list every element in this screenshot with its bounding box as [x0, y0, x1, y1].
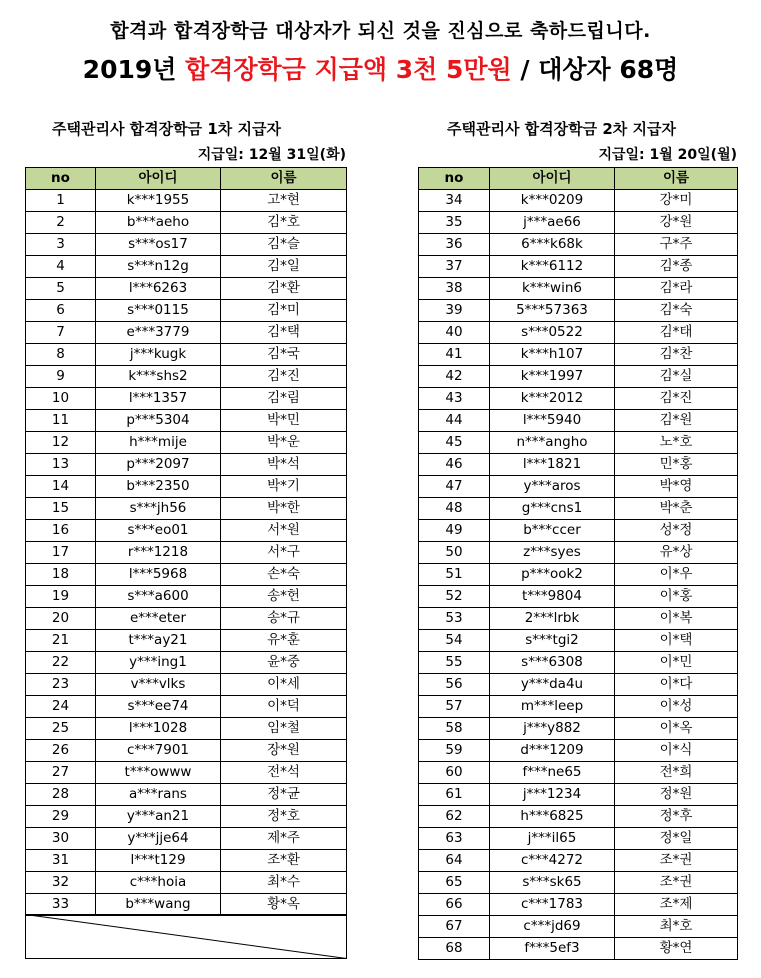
table-row	[26, 674, 347, 696]
row-number: 2	[26, 212, 96, 234]
user-name: 김*태	[615, 322, 738, 344]
user-name: 최*수	[221, 872, 347, 894]
table-row	[26, 234, 347, 256]
user-name: 민*홍	[615, 454, 738, 476]
user-id: s***6308	[490, 652, 615, 674]
user-name: 김*원	[615, 410, 738, 432]
row-number: 43	[419, 388, 490, 410]
user-id: e***eter	[96, 608, 221, 630]
table-row	[26, 388, 347, 410]
user-name: 고*현	[221, 190, 347, 212]
user-name: 최*호	[615, 916, 738, 938]
user-id: b***wang	[96, 894, 221, 916]
user-name: 노*호	[615, 432, 738, 454]
row-number: 11	[26, 410, 96, 432]
user-id: s***0115	[96, 300, 221, 322]
table-row	[419, 256, 738, 278]
row-number: 14	[26, 476, 96, 498]
summary-headline	[0, 50, 761, 86]
row-number: 48	[419, 498, 490, 520]
table-row	[26, 432, 347, 454]
user-id: k***1997	[490, 366, 615, 388]
row-number: 46	[419, 454, 490, 476]
user-name: 서*구	[221, 542, 347, 564]
row-number: 22	[26, 652, 96, 674]
row-number: 6	[26, 300, 96, 322]
right-recipients-table	[418, 167, 738, 960]
table-row	[26, 542, 347, 564]
table-row	[419, 828, 738, 850]
table-row	[26, 476, 347, 498]
user-name: 정*원	[615, 784, 738, 806]
user-id: 2***lrbk	[490, 608, 615, 630]
table-row	[419, 718, 738, 740]
table-row	[26, 410, 347, 432]
row-number: 16	[26, 520, 96, 542]
table-row	[26, 586, 347, 608]
table-row	[26, 872, 347, 894]
user-name: 김*종	[615, 256, 738, 278]
row-number: 27	[26, 762, 96, 784]
user-name: 김*림	[221, 388, 347, 410]
table-row	[419, 784, 738, 806]
user-id: c***jd69	[490, 916, 615, 938]
user-name: 손*숙	[221, 564, 347, 586]
table-row	[419, 564, 738, 586]
user-name: 정*호	[221, 806, 347, 828]
row-number: 62	[419, 806, 490, 828]
table-row	[419, 520, 738, 542]
summary-year: 2019년	[82, 55, 186, 84]
user-id: c***hoia	[96, 872, 221, 894]
table-row	[26, 652, 347, 674]
user-id: a***rans	[96, 784, 221, 806]
user-id: t***ay21	[96, 630, 221, 652]
user-name: 이*민	[615, 652, 738, 674]
row-number: 5	[26, 278, 96, 300]
user-id: c***4272	[490, 850, 615, 872]
user-id: j***kugk	[96, 344, 221, 366]
user-id: l***1821	[490, 454, 615, 476]
user-id: j***ae66	[490, 212, 615, 234]
row-number: 52	[419, 586, 490, 608]
user-id: v***vlks	[96, 674, 221, 696]
user-name: 황*연	[615, 938, 738, 960]
user-id: s***eo01	[96, 520, 221, 542]
row-number: 67	[419, 916, 490, 938]
row-number: 56	[419, 674, 490, 696]
row-number: 59	[419, 740, 490, 762]
left-section-date: 지급일: 12월 31일(화)	[197, 147, 346, 163]
row-number: 68	[419, 938, 490, 960]
row-number: 32	[26, 872, 96, 894]
column-header-no: no	[419, 168, 490, 190]
user-name: 이*성	[615, 696, 738, 718]
user-id: s***n12g	[96, 256, 221, 278]
row-number: 65	[419, 872, 490, 894]
table-row	[26, 366, 347, 388]
table-row	[26, 256, 347, 278]
user-id: 6***k68k	[490, 234, 615, 256]
row-number: 39	[419, 300, 490, 322]
user-id: k***2012	[490, 388, 615, 410]
row-number: 49	[419, 520, 490, 542]
table-row	[26, 630, 347, 652]
table-row	[419, 674, 738, 696]
user-name: 이*택	[615, 630, 738, 652]
user-name: 박*춘	[615, 498, 738, 520]
table-row	[26, 190, 347, 212]
row-number: 66	[419, 894, 490, 916]
user-name: 정*일	[615, 828, 738, 850]
row-number: 44	[419, 410, 490, 432]
row-number: 18	[26, 564, 96, 586]
table-row	[419, 850, 738, 872]
row-number: 13	[26, 454, 96, 476]
user-name: 김*실	[615, 366, 738, 388]
table-row	[419, 542, 738, 564]
user-name: 김*슬	[221, 234, 347, 256]
user-id: h***6825	[490, 806, 615, 828]
row-number: 24	[26, 696, 96, 718]
user-id: j***y882	[490, 718, 615, 740]
user-id: z***syes	[490, 542, 615, 564]
user-id: l***5968	[96, 564, 221, 586]
left-recipients-table	[25, 167, 347, 916]
user-name: 정*균	[221, 784, 347, 806]
table-row	[419, 740, 738, 762]
user-name: 정*후	[615, 806, 738, 828]
row-number: 28	[26, 784, 96, 806]
user-name: 이*홍	[615, 586, 738, 608]
table-row	[419, 696, 738, 718]
table-row	[26, 718, 347, 740]
user-name: 전*희	[615, 762, 738, 784]
right-section-title: 주택관리사 합격장학금 2차 지급자	[447, 120, 676, 138]
row-number: 7	[26, 322, 96, 344]
user-id: f***ne65	[490, 762, 615, 784]
table-row	[26, 762, 347, 784]
row-number: 41	[419, 344, 490, 366]
summary-count: / 대상자 68명	[511, 55, 679, 84]
user-id: r***1218	[96, 542, 221, 564]
user-id: k***h107	[490, 344, 615, 366]
table-row	[419, 344, 738, 366]
table-row	[419, 454, 738, 476]
row-number: 20	[26, 608, 96, 630]
table-row	[26, 740, 347, 762]
user-id: y***jje64	[96, 828, 221, 850]
row-number: 17	[26, 542, 96, 564]
table-row	[26, 212, 347, 234]
table-row	[419, 872, 738, 894]
user-name: 송*규	[221, 608, 347, 630]
user-name: 김*라	[615, 278, 738, 300]
user-name: 박*영	[615, 476, 738, 498]
row-number: 38	[419, 278, 490, 300]
row-number: 34	[419, 190, 490, 212]
user-id: c***1783	[490, 894, 615, 916]
user-name: 조*제	[615, 894, 738, 916]
user-name: 황*옥	[221, 894, 347, 916]
user-name: 박*운	[221, 432, 347, 454]
user-id: j***1234	[490, 784, 615, 806]
column-header-name: 이름	[221, 168, 347, 190]
user-name: 박*석	[221, 454, 347, 476]
row-number: 51	[419, 564, 490, 586]
user-id: b***ccer	[490, 520, 615, 542]
column-header-id: 아이디	[490, 168, 615, 190]
user-name: 김*환	[221, 278, 347, 300]
user-name: 구*주	[615, 234, 738, 256]
table-row	[26, 344, 347, 366]
row-number: 40	[419, 322, 490, 344]
user-id: b***2350	[96, 476, 221, 498]
user-name: 박*한	[221, 498, 347, 520]
row-number: 31	[26, 850, 96, 872]
user-id: n***angho	[490, 432, 615, 454]
table-row	[26, 454, 347, 476]
row-number: 1	[26, 190, 96, 212]
row-number: 63	[419, 828, 490, 850]
user-id: l***1357	[96, 388, 221, 410]
row-number: 53	[419, 608, 490, 630]
table-row	[26, 278, 347, 300]
table-row	[26, 498, 347, 520]
user-name: 장*원	[221, 740, 347, 762]
row-number: 54	[419, 630, 490, 652]
row-number: 21	[26, 630, 96, 652]
user-name: 송*헌	[221, 586, 347, 608]
user-name: 이*옥	[615, 718, 738, 740]
table-row	[26, 828, 347, 850]
user-id: j***il65	[490, 828, 615, 850]
row-number: 64	[419, 850, 490, 872]
table-row	[419, 388, 738, 410]
table-row	[419, 608, 738, 630]
table-row	[419, 476, 738, 498]
user-name: 김*진	[221, 366, 347, 388]
user-name: 이*덕	[221, 696, 347, 718]
user-name: 김*미	[221, 300, 347, 322]
user-name: 서*원	[221, 520, 347, 542]
row-number: 55	[419, 652, 490, 674]
user-id: s***jh56	[96, 498, 221, 520]
table-row	[419, 190, 738, 212]
row-number: 15	[26, 498, 96, 520]
user-id: e***3779	[96, 322, 221, 344]
row-number: 9	[26, 366, 96, 388]
user-name: 이*복	[615, 608, 738, 630]
user-name: 유*훈	[221, 630, 347, 652]
user-name: 김*진	[615, 388, 738, 410]
right-section-date: 지급일: 1월 20일(월)	[598, 147, 737, 163]
user-id: g***cns1	[490, 498, 615, 520]
user-id: k***6112	[490, 256, 615, 278]
row-number: 12	[26, 432, 96, 454]
row-number: 25	[26, 718, 96, 740]
user-id: s***tgi2	[490, 630, 615, 652]
row-number: 30	[26, 828, 96, 850]
table-row	[26, 696, 347, 718]
user-id: c***7901	[96, 740, 221, 762]
table-row	[419, 278, 738, 300]
table-row	[26, 806, 347, 828]
row-number: 35	[419, 212, 490, 234]
user-id: y***da4u	[490, 674, 615, 696]
user-name: 김*찬	[615, 344, 738, 366]
user-name: 김*국	[221, 344, 347, 366]
user-id: h***mije	[96, 432, 221, 454]
column-header-no: no	[26, 168, 96, 190]
row-number: 37	[419, 256, 490, 278]
user-id: 5***57363	[490, 300, 615, 322]
user-id: s***a600	[96, 586, 221, 608]
table-row	[26, 894, 347, 916]
user-id: p***ook2	[490, 564, 615, 586]
table-row	[419, 366, 738, 388]
user-name: 유*상	[615, 542, 738, 564]
user-id: b***aeho	[96, 212, 221, 234]
user-name: 강*원	[615, 212, 738, 234]
row-number: 19	[26, 586, 96, 608]
user-id: s***0522	[490, 322, 615, 344]
user-id: l***6263	[96, 278, 221, 300]
user-id: d***1209	[490, 740, 615, 762]
table-row	[419, 894, 738, 916]
user-id: m***leep	[490, 696, 615, 718]
empty-cell-diagonal	[25, 914, 347, 960]
row-number: 4	[26, 256, 96, 278]
row-number: 42	[419, 366, 490, 388]
row-number: 26	[26, 740, 96, 762]
table-row	[419, 322, 738, 344]
summary-amount: 합격장학금 지급액 3천 5만원	[185, 55, 512, 84]
table-row	[419, 212, 738, 234]
table-row	[419, 762, 738, 784]
table-row	[419, 916, 738, 938]
user-name: 김*택	[221, 322, 347, 344]
table-row	[26, 300, 347, 322]
user-id: s***os17	[96, 234, 221, 256]
table-row	[26, 322, 347, 344]
row-number: 61	[419, 784, 490, 806]
row-number: 60	[419, 762, 490, 784]
column-header-name: 이름	[615, 168, 738, 190]
row-number: 36	[419, 234, 490, 256]
user-id: k***win6	[490, 278, 615, 300]
user-name: 임*철	[221, 718, 347, 740]
user-id: y***ing1	[96, 652, 221, 674]
column-header-id: 아이디	[96, 168, 221, 190]
user-name: 이*세	[221, 674, 347, 696]
row-number: 57	[419, 696, 490, 718]
user-id: s***sk65	[490, 872, 615, 894]
user-name: 김*숙	[615, 300, 738, 322]
user-name: 조*권	[615, 850, 738, 872]
user-id: s***ee74	[96, 696, 221, 718]
table-row	[419, 806, 738, 828]
user-name: 김*호	[221, 212, 347, 234]
row-number: 50	[419, 542, 490, 564]
user-id: p***2097	[96, 454, 221, 476]
user-name: 박*민	[221, 410, 347, 432]
user-id: t***owww	[96, 762, 221, 784]
table-row	[26, 520, 347, 542]
user-name: 이*우	[615, 564, 738, 586]
user-id: y***aros	[490, 476, 615, 498]
table-row	[26, 608, 347, 630]
table-row	[419, 938, 738, 960]
user-id: f***5ef3	[490, 938, 615, 960]
user-name: 성*정	[615, 520, 738, 542]
row-number: 23	[26, 674, 96, 696]
table-row	[419, 234, 738, 256]
row-number: 8	[26, 344, 96, 366]
table-row	[26, 784, 347, 806]
user-id: l***1028	[96, 718, 221, 740]
table-row	[419, 300, 738, 322]
row-number: 10	[26, 388, 96, 410]
user-name: 이*다	[615, 674, 738, 696]
user-name: 김*일	[221, 256, 347, 278]
user-id: p***5304	[96, 410, 221, 432]
row-number: 58	[419, 718, 490, 740]
user-id: l***t129	[96, 850, 221, 872]
user-name: 전*석	[221, 762, 347, 784]
table-header-row	[419, 168, 738, 190]
table-row	[419, 410, 738, 432]
user-id: y***an21	[96, 806, 221, 828]
table-row	[419, 498, 738, 520]
row-number: 45	[419, 432, 490, 454]
user-id: l***5940	[490, 410, 615, 432]
user-id: t***9804	[490, 586, 615, 608]
table-row	[419, 630, 738, 652]
user-id: k***0209	[490, 190, 615, 212]
left-section-title: 주택관리사 합격장학금 1차 지급자	[52, 120, 281, 138]
user-name: 강*미	[615, 190, 738, 212]
user-name: 조*환	[221, 850, 347, 872]
user-id: k***shs2	[96, 366, 221, 388]
user-name: 윤*중	[221, 652, 347, 674]
table-row	[419, 586, 738, 608]
table-header-row	[26, 168, 347, 190]
user-name: 박*기	[221, 476, 347, 498]
table-row	[419, 432, 738, 454]
congrats-message: 합격과 합격장학금 대상자가 되신 것을 진심으로 축하드립니다.	[110, 20, 651, 42]
table-row	[419, 652, 738, 674]
row-number: 33	[26, 894, 96, 916]
table-row	[26, 850, 347, 872]
user-name: 이*식	[615, 740, 738, 762]
row-number: 47	[419, 476, 490, 498]
user-id: k***1955	[96, 190, 221, 212]
row-number: 3	[26, 234, 96, 256]
user-name: 조*권	[615, 872, 738, 894]
user-name: 제*주	[221, 828, 347, 850]
table-row	[26, 564, 347, 586]
row-number: 29	[26, 806, 96, 828]
